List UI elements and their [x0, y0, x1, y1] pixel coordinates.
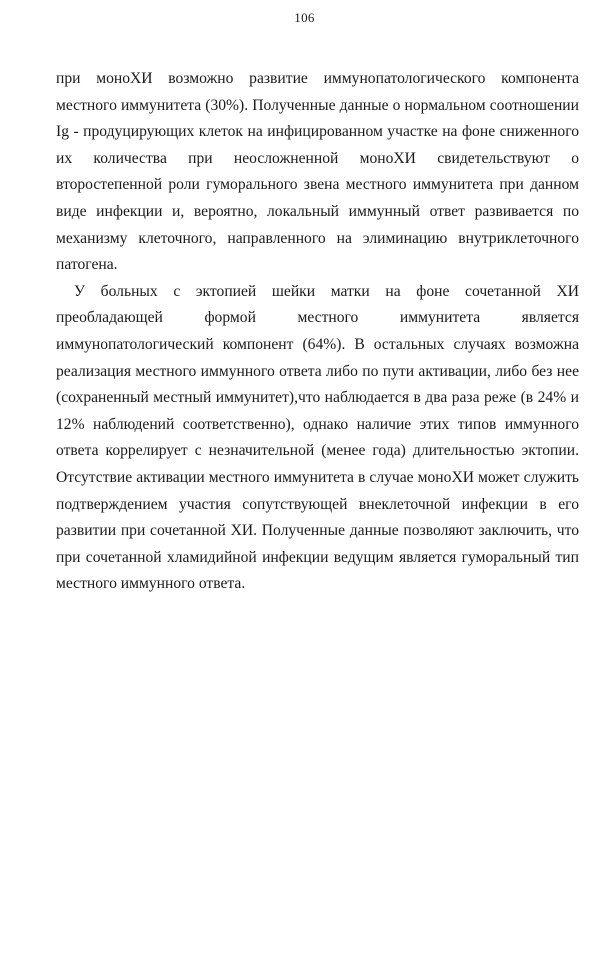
paragraph-ectopia-findings: У больных с эктопией шейки матки на фоне сочетанной ХИ преобладающей формой местного иммунитета является иммунопатологический компонент (64%). В остальных случаях возможна реализация местного иммунного ответа либо по пути активации, либо без нее (сохраненный местный иммунитет),что наблюдается в два раза реже (в 24% и 12% наблюдений соответственно), однако наличие этих типов иммунного ответа коррелирует с незначительной (менее года) длительностью эктопии. Отсутствие активации местного иммунитета в случае моноХИ может служить подтверждением участия сопутствующей внеклеточной инфекции в его развитии при сочетанной ХИ. Полученные данные позволяют заключить, что при сочетанной хламидийной инфекции ведущим является гуморальный тип местного иммунного ответа.: [56, 282, 579, 593]
paragraph-continued: при моноХИ возможно развитие иммунопатологического компонента местного иммунитета (30%). Полученные данные о нормальном соотношении Ig - продуцирующих клеток на инфицированном участке на фоне сниженного их количества при неосложненной моноХИ свидетельствуют о второстепенной роли гуморального звена местного иммунитета при данном виде инфекции и, вероятно, локальный иммунный ответ развивается по механизму клеточного, направленного на элиминацию внутриклеточного патогена.: [56, 70, 579, 274]
page-body: [56, 66, 579, 598]
page-number: 106: [294, 10, 315, 25]
